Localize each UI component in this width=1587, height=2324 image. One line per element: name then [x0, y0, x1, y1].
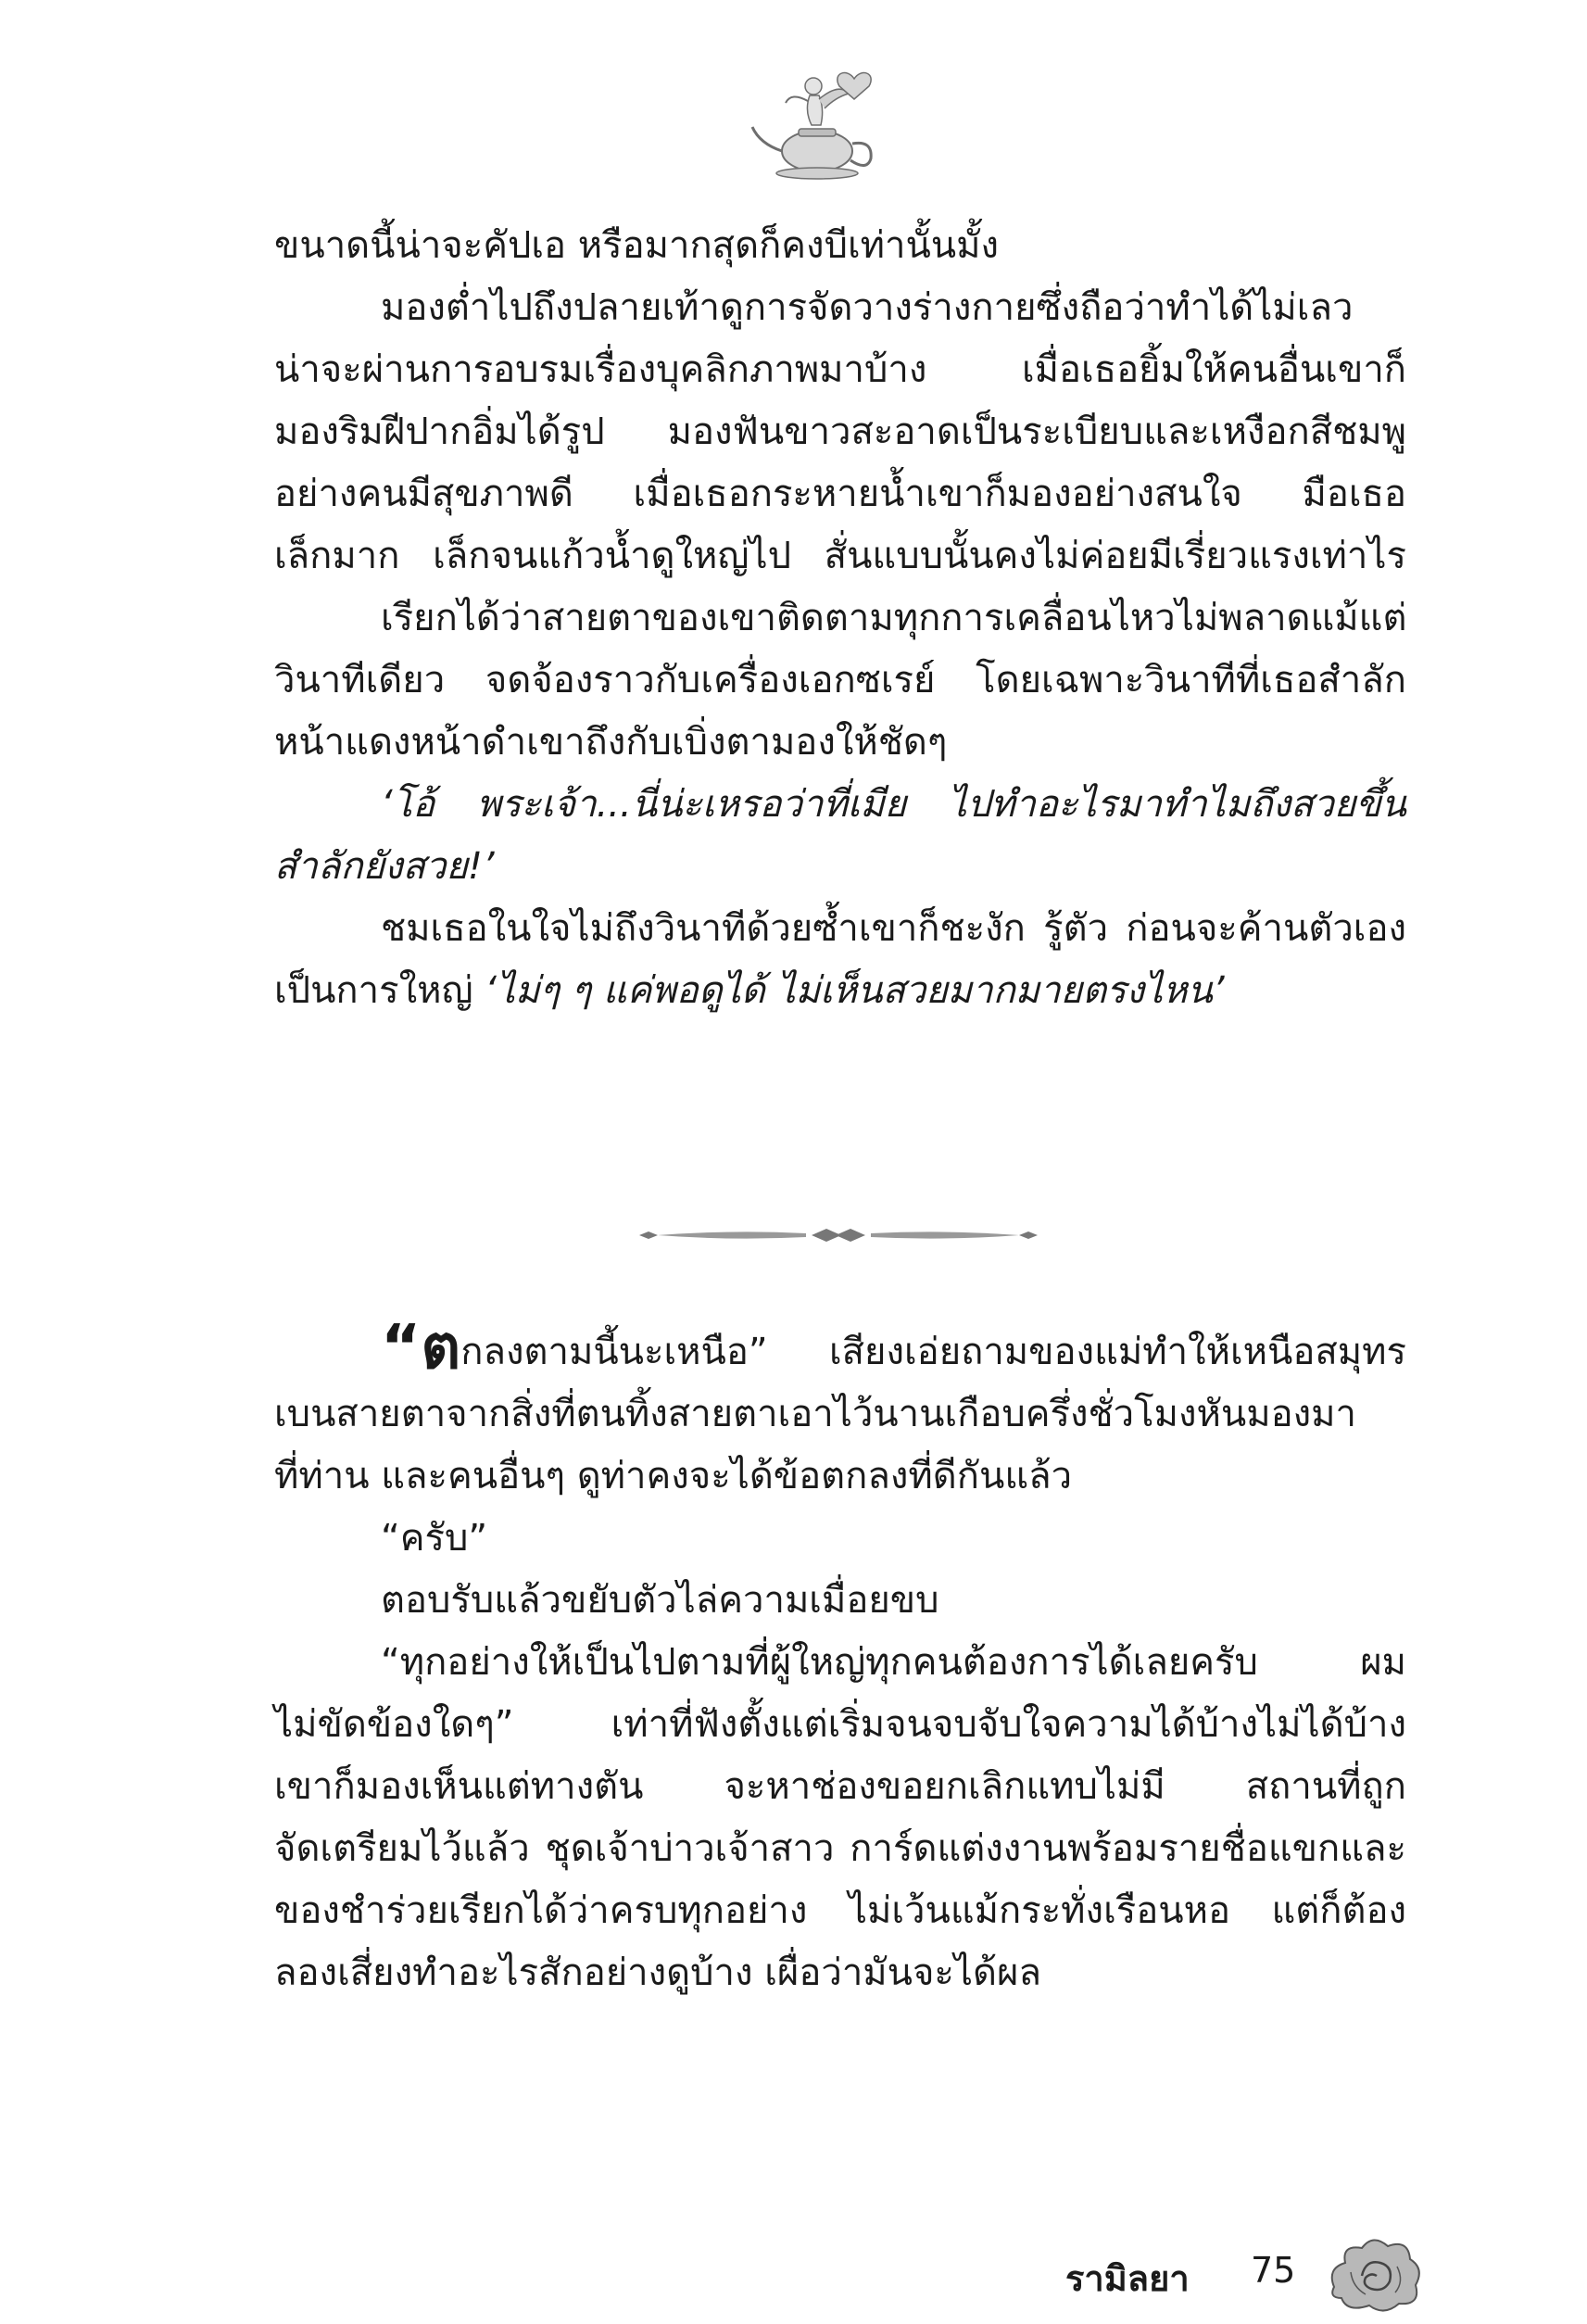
paragraph-line: ‘โอ้ พระเจ้า...นี่น่ะเหรอว่าที่เมีย ไปทำอะไรมาทำไมถึงสวยขึ้น — [381, 783, 1406, 826]
paragraph-line: ลองเสี่ยงทำอะไรสักอย่างดูบ้าง เผื่อว่ามันจะได้ผล — [274, 1951, 1041, 1994]
chapter-opening-line: “ตกลงตามนี้นะเหนือ” เสียงเอ่ยถามของแม่ทำให้เหนือสมุทร — [381, 1311, 1406, 1383]
paragraph-line: มองริมฝีปากอิ่มได้รูป มองฟันขาวสะอาดเป็นระเบียบและเหงือกสีชมพู — [274, 410, 1406, 453]
paragraph-line: ตอบรับแล้วขยับตัวไล่ความเมื่อยขบ — [381, 1579, 939, 1622]
paragraph-line: ไม่ขัดข้องใดๆ” เท่าที่ฟังตั้งแต่เริ่มจนจบจับใจความได้บ้างไม่ได้บ้าง — [274, 1703, 1406, 1746]
paragraph-line: มองต่ำไปถึงปลายเท้าดูการจัดวางร่างกายซึ่งถือว่าทำได้ไม่เลว — [381, 286, 1354, 329]
book-title: รามิลยา — [1065, 2258, 1190, 2299]
text-block-2 — [274, 1311, 1406, 2004]
paragraph-line: เป็นการใหญ่ ‘ไม่ๆ ๆ แค่พอดูได้ ไม่เห็นสวยมากมายตรงไหน’ — [274, 969, 1225, 1012]
paragraph-line: เขาก็มองเห็นแต่ทางตัน จะหาช่องขอยกเลิกแทบไม่มี สถานที่ถูก — [274, 1765, 1406, 1808]
paragraph-line: ของชำร่วยเรียกได้ว่าครบทุกอย่าง ไม่เว้นแม้กระทั่งเรือนหอ แต่ก็ต้อง — [274, 1889, 1406, 1932]
paragraph-line: น่าจะผ่านการอบรมเรื่องบุคลิกภาพมาบ้าง เมื่อเธอยิ้มให้คนอื่นเขาก็ — [274, 348, 1406, 391]
paragraph-line: หน้าแดงหน้าดำเขาถึงกับเบิ่งตามองให้ชัดๆ — [274, 721, 948, 764]
rose-icon — [1325, 2231, 1427, 2315]
paragraph-line: เล็กมาก เล็กจนแก้วน้ำดูใหญ่ไป สั่นแบบนั้นคงไม่ค่อยมีเรี่ยวแรงเท่าไร — [274, 535, 1406, 577]
paragraph-line: ขนาดนี้น่าจะคัปเอ หรือมากสุดก็คงบีเท่านั้นมั้ง — [274, 224, 1000, 267]
paragraph-line: “ครับ” — [381, 1517, 488, 1560]
drop-cap: “ต — [381, 1311, 461, 1383]
paragraph-line: เบนสายตาจากสิ่งที่ตนทิ้งสายตาเอาไว้นานเกือบครึ่งชั่วโมงหันมองมา — [274, 1393, 1356, 1435]
cupid-teapot-ornament-icon — [732, 51, 899, 190]
page-footer — [1065, 2250, 1436, 2324]
text-block-1 — [274, 215, 1406, 1022]
paragraph-line: ชมเธอในใจไม่ถึงวินาทีด้วยซ้ำเขาก็ชะงัก รู้ตัว ก่อนจะค้านตัวเอง — [381, 907, 1406, 950]
paragraph-line: จัดเตรียมไว้แล้ว ชุดเจ้าบ่าวเจ้าสาว การ์ดแต่งงานพร้อมรายชื่อแขกและ — [274, 1827, 1406, 1870]
paragraph-line: “ทุกอย่างให้เป็นไปตามที่ผู้ใหญ่ทุกคนต้องการได้เลยครับ ผม — [381, 1641, 1406, 1684]
paragraph-line: เรียกได้ว่าสายตาของเขาติดตามทุกการเคลื่อนไหวไม่พลาดแม้แต่ — [381, 597, 1407, 639]
scroll-divider-icon — [630, 1221, 1047, 1249]
paragraph-line: สำลักยังสวย!’ — [274, 845, 495, 888]
page-number: 75 — [1251, 2250, 1296, 2291]
paragraph-line: อย่างคนมีสุขภาพดี เมื่อเธอกระหายน้ำเขาก็มองอย่างสนใจ มือเธอ — [274, 473, 1406, 515]
paragraph-line: ที่ท่าน และคนอื่นๆ ดูท่าคงจะได้ข้อตกลงที่ดีกันแล้ว — [274, 1455, 1073, 1497]
paragraph-line: วินาทีเดียว จดจ้องราวกับเครื่องเอกซเรย์ โดยเฉพาะวินาทีที่เธอสำลัก — [274, 659, 1406, 701]
